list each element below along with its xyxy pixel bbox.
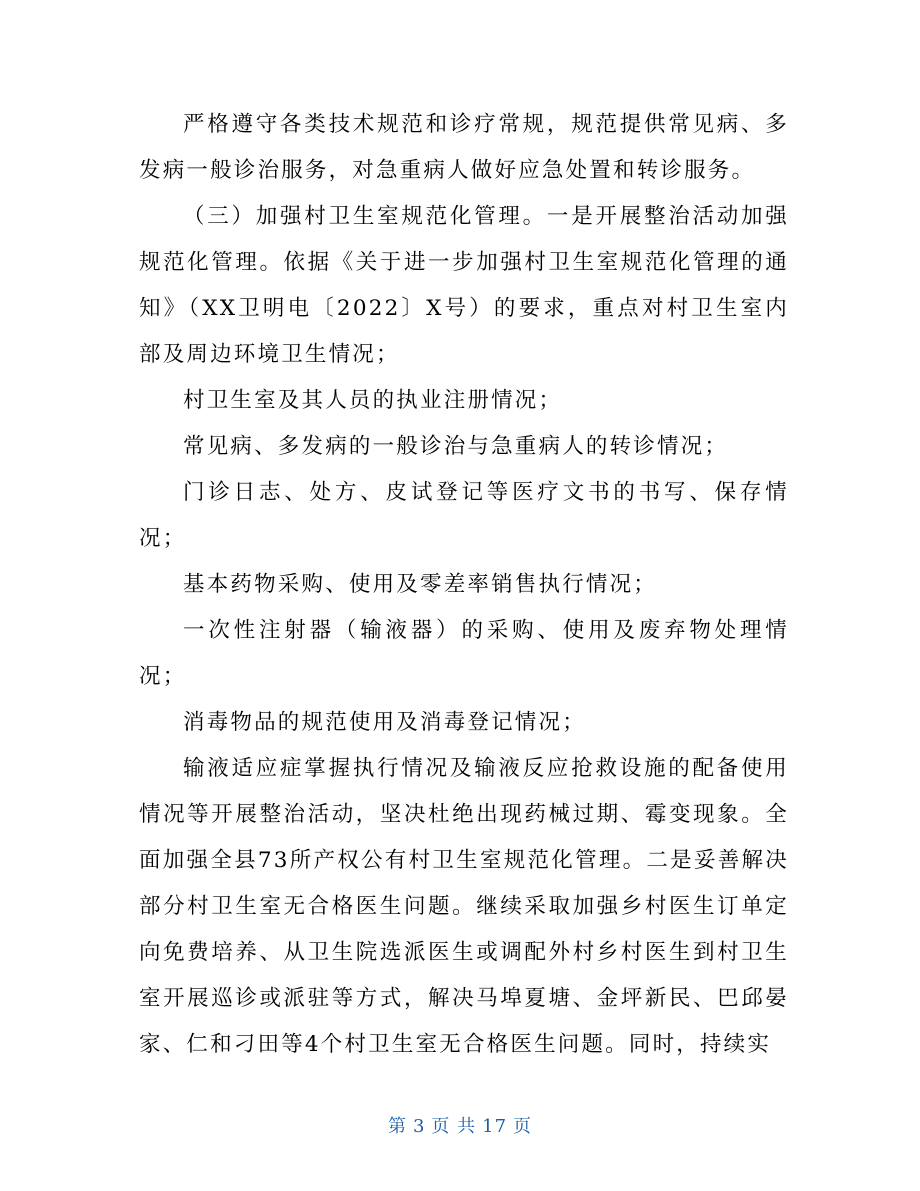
paragraph: 输液适应症掌握执行情况及输液反应抢救设施的配备使用情况等开展整治活动，坚决杜绝出现药械过期、霉变现象。全面加强全县73所产权公有村卫生室规范化管理。二是妥善解决部分村卫生室无合格医生问题。继续采取加强乡村医生订单定向免费培养、从卫生院选派医生或调配外村乡村医生到村卫生室开展巡诊或派驻等方式，解决马埠夏塘、金坪新民、巴邱晏家、仁和刁田等4个村卫生室无合格医生问题。同时，持续实: [139, 756, 789, 1057]
footer-prefix: 第: [387, 1116, 407, 1137]
footer-middle: 页 共: [431, 1116, 477, 1137]
paragraph: 门诊日志、处方、皮试登记等医疗文书的书写、保存情况；: [139, 480, 789, 551]
paragraph: 村卫生室及其人员的执业注册情况；: [183, 388, 563, 413]
paragraph: （三）加强村卫生室规范化管理。一是开展整治活动加强规范化管理。依据《关于进一步加强村卫生室规范化管理的通知》（XX卫明电〔2022〕X号）的要求，重点对村卫生室内部及周边环境卫生情况；: [139, 204, 789, 367]
page-footer: [0, 1112, 920, 1138]
footer-total-pages: 17: [482, 1116, 508, 1137]
footer-suffix: 页: [513, 1116, 533, 1137]
paragraph: 消毒物品的规范使用及消毒登记情况；: [183, 710, 586, 735]
paragraph: 常见病、多发病的一般诊治与急重病人的转诊情况；: [183, 434, 729, 459]
paragraph: 基本药物采购、使用及零差率销售执行情况；: [183, 572, 658, 597]
footer-page-number: 3: [412, 1116, 426, 1137]
document-body: [139, 102, 789, 1068]
paragraph: 一次性注射器（输液器）的采购、使用及废弃物处理情况；: [139, 618, 789, 689]
paragraph: 严格遵守各类技术规范和诊疗常规，规范提供常见病、多发病一般诊治服务，对急重病人做好应急处置和转诊服务。: [139, 112, 789, 183]
